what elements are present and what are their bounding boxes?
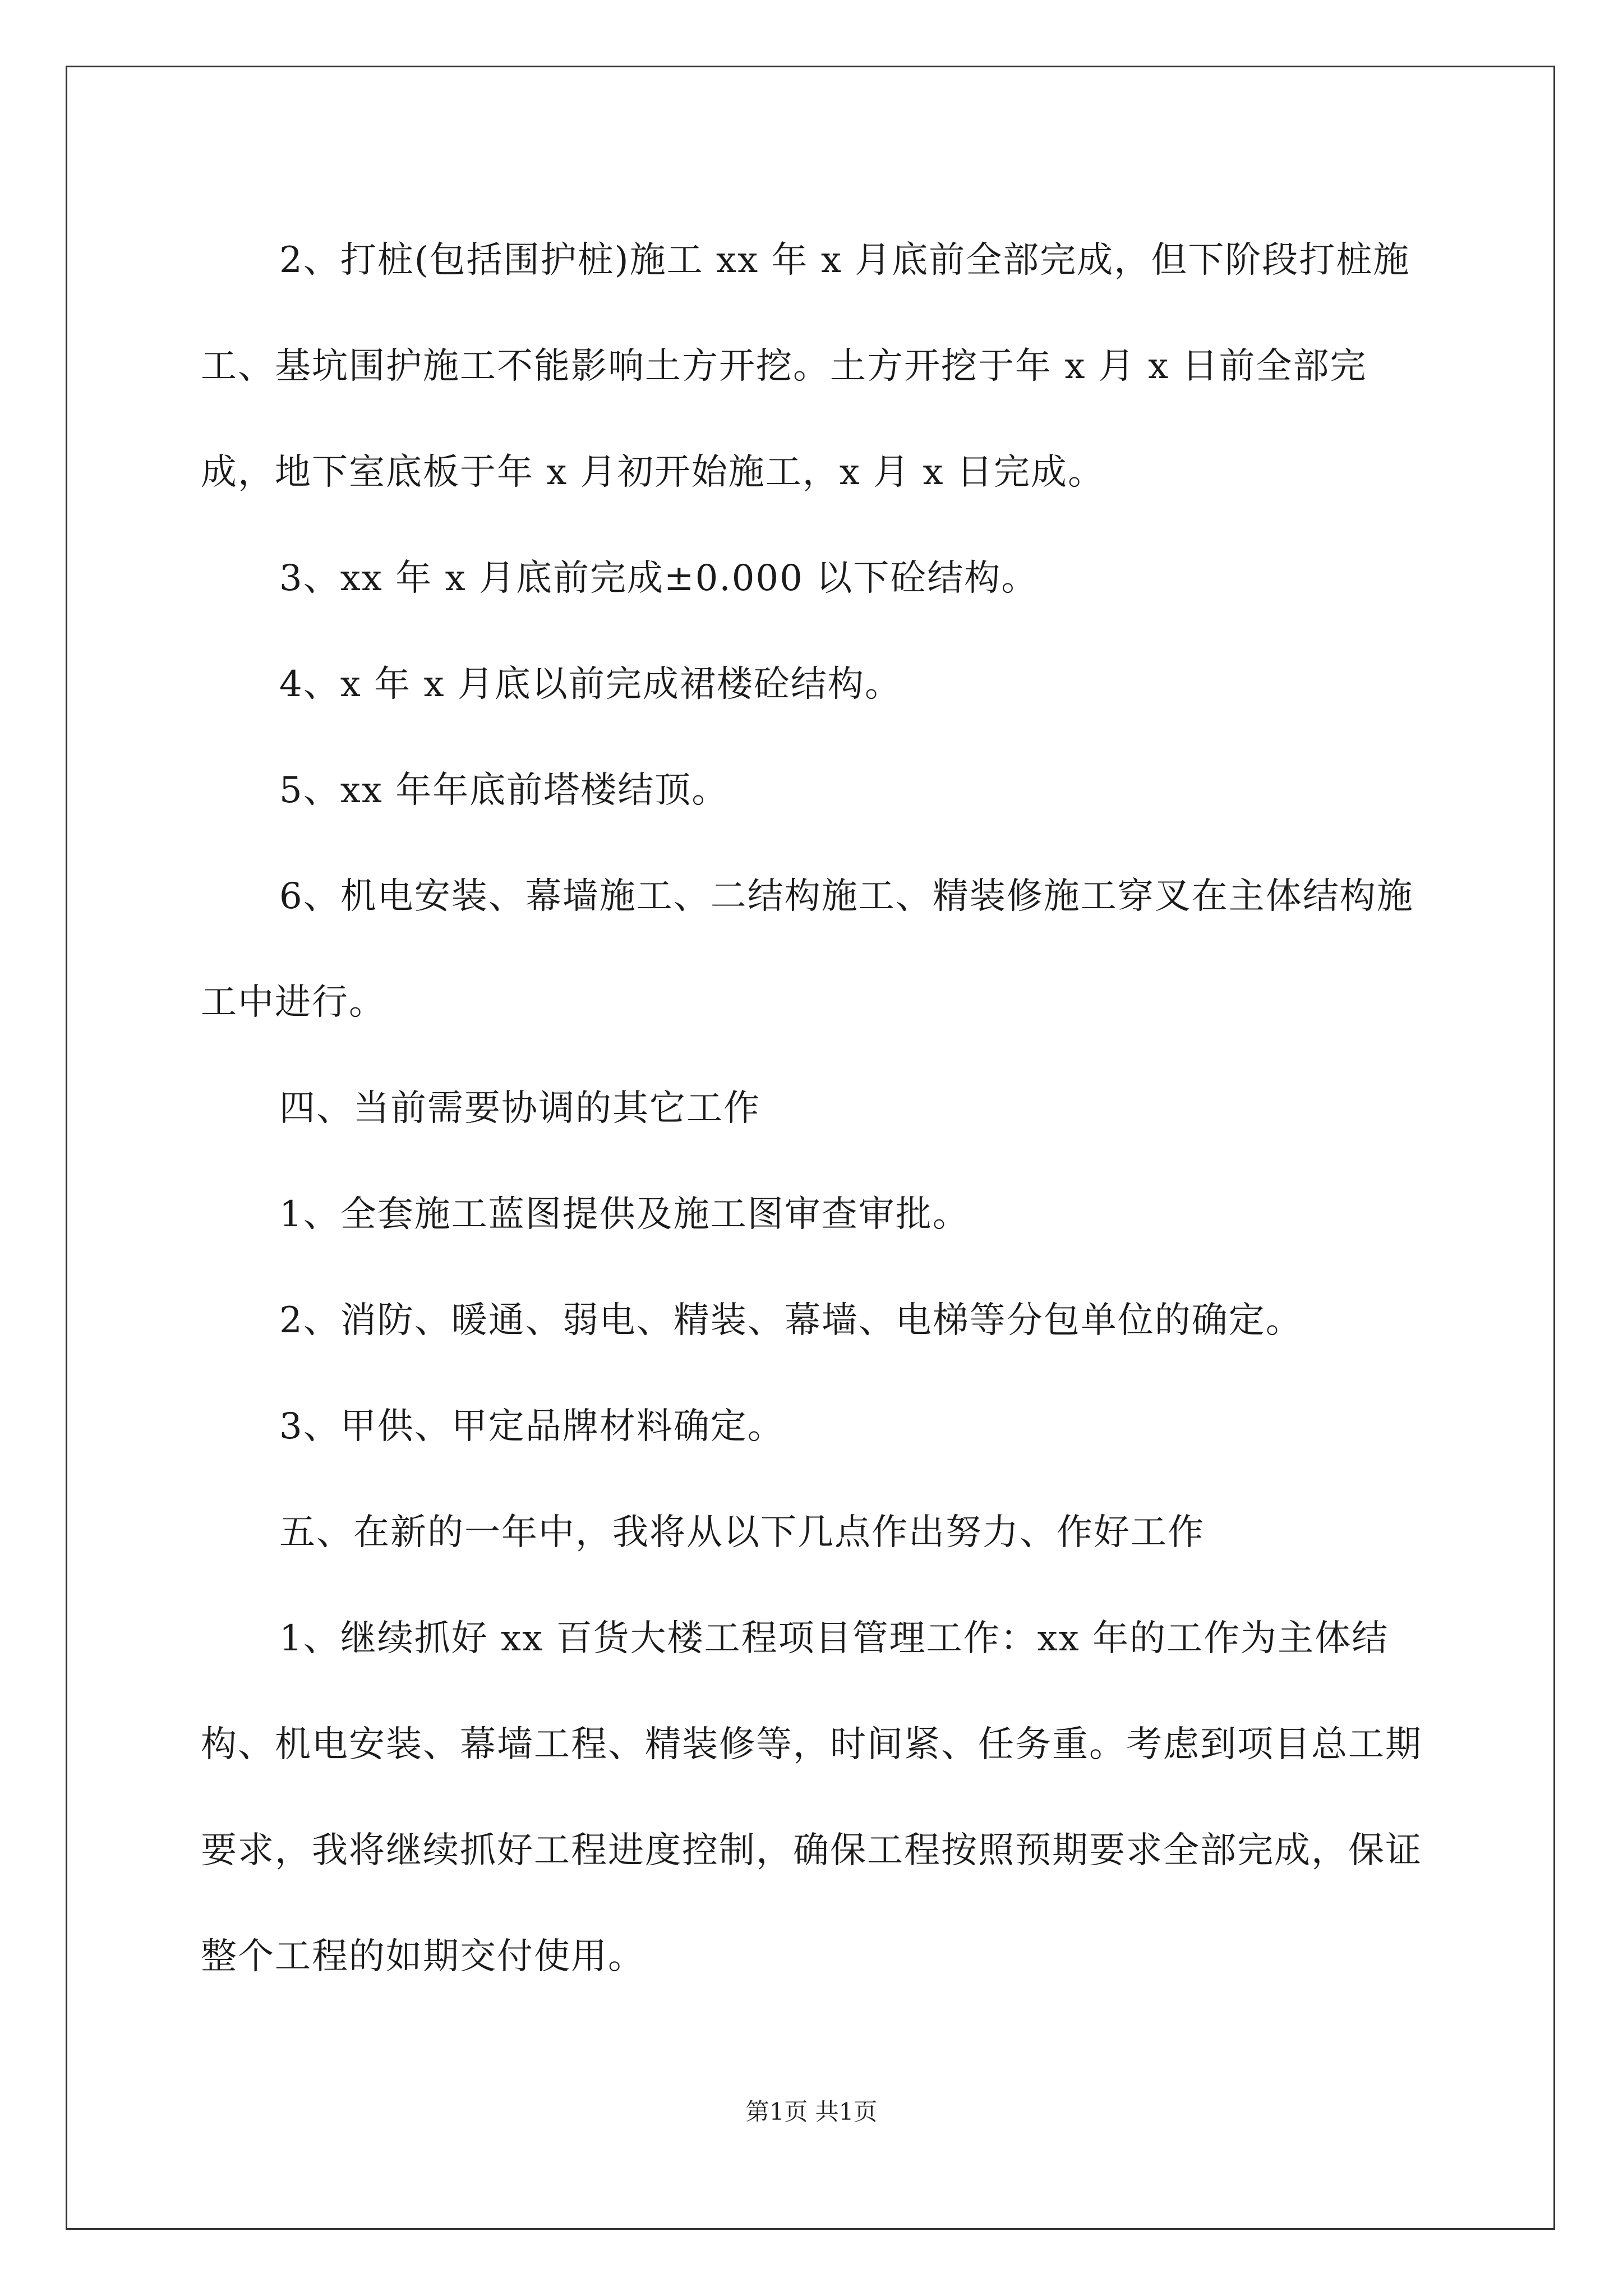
paragraph-project-management: 1、继续抓好 xx 百货大楼工程项目管理工作：xx 年的工作为主体结构、机电安装、幕墙工程、精装修等，时间紧、任务重。考虑到项目总工期要求，我将继续抓好工程进度控制，确保工程按照预期要求全部完成，保证整个工程的如期交付使用。	[201, 1618, 1422, 1977]
section-heading-new-year: 五、在新的一年中，我将从以下几点作出努力、作好工作	[279, 1512, 1205, 1553]
paragraph-mep-curtainwall: 6、机电安装、幕墙施工、二结构施工、精装修施工穿叉在主体结构施工中进行。	[201, 876, 1414, 1023]
paragraph-materials: 3、甲供、甲定品牌材料确定。	[279, 1406, 785, 1447]
section-heading-coordination: 四、当前需要协调的其它工作	[279, 1088, 760, 1129]
paragraph-podium-structure: 4、x 年 x 月底以前完成裙楼砼结构。	[279, 664, 902, 705]
paragraph-blueprints: 1、全套施工蓝图提供及施工图审查审批。	[279, 1194, 970, 1235]
paragraph-concrete-below-grade: 3、xx 年 x 月底前完成±0.000 以下砼结构。	[279, 558, 1039, 599]
document-body	[201, 208, 1426, 2010]
paragraph-tower-topping: 5、xx 年年底前塔楼结顶。	[279, 770, 729, 811]
paragraph-subcontractors: 2、消防、暖通、弱电、精装、幕墙、电梯等分包单位的确定。	[279, 1300, 1303, 1341]
page-number-footer: 第1页 共1页	[745, 2098, 878, 2125]
paragraph-piling-schedule: 2、打桩(包括围护桩)施工 xx 年 x 月底前全部完成，但下阶段打桩施工、基坑围护施工不能影响土方开挖。土方开挖于年 x 月 x 日前全部完成，地下室底板于年 x 月初开始施工，x 月 x 日完成。	[201, 240, 1410, 493]
